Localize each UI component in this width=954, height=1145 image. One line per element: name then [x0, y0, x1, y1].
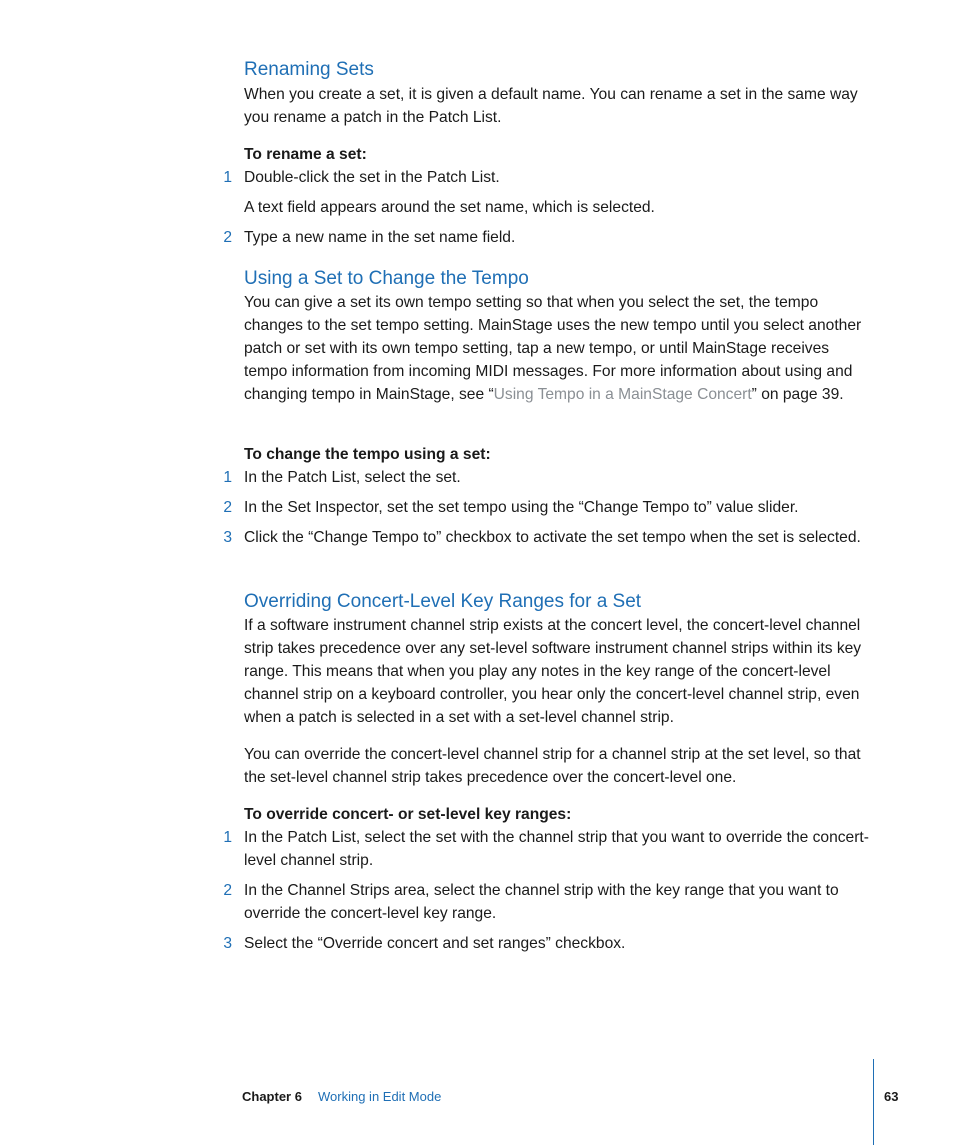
renaming-intro: When you create a set, it is given a default name. You can rename a set in the same way you rename a patch in the Patch List.: [244, 86, 858, 126]
step-text: In the Patch List, select the set.: [244, 469, 461, 486]
step-text: Type a new name in the set name field.: [244, 229, 516, 246]
step-text: In the Set Inspector, set the set tempo using the “Change Tempo to” value slider.: [244, 499, 799, 516]
step-number: 3: [223, 529, 232, 546]
step-text: Double-click the set in the Patch List.: [244, 169, 500, 186]
step-number: 1: [223, 469, 232, 486]
step-text: Select the “Override concert and set ranges” checkbox.: [244, 935, 626, 952]
tempo-intro-page-ref: ” on page 39.: [751, 386, 844, 403]
heading-override-key-ranges: Overriding Concert-Level Key Ranges for a Set: [244, 591, 642, 612]
override-para-1: If a software instrument channel strip exists at the concert level, the concert-level channel strip takes precedence over any set-level software instrument channel strips within its key range. This means that when you play any notes in the key range of the concert-level channel strip on a keyboard controller, you hear only the concert-level channel strip, even when a patch is selected in a set with a set-level channel strip.: [244, 617, 862, 726]
footer-chapter-label: Chapter 6: [242, 1089, 302, 1104]
override-task-label: To override concert- or set-level key ranges:: [244, 806, 572, 823]
step-number: 2: [223, 499, 232, 516]
footer-divider: [873, 1059, 874, 1145]
step-text: In the Patch List, select the set with the channel strip that you want to override the concert-level channel strip.: [244, 829, 869, 869]
step-number: 1: [223, 829, 232, 846]
tempo-task-label: To change the tempo using a set:: [244, 446, 491, 463]
step-number: 2: [223, 882, 232, 899]
footer-chapter-title: Working in Edit Mode: [318, 1089, 442, 1104]
step-number: 1: [223, 169, 232, 186]
tempo-intro: [244, 291, 874, 406]
heading-renaming-sets: Renaming Sets: [244, 59, 374, 80]
step-text: Click the “Change Tempo to” checkbox to activate the set tempo when the set is selected.: [244, 529, 861, 546]
step-text: In the Channel Strips area, select the channel strip with the key range that you want to override the concert-level key range.: [244, 882, 839, 922]
page-number: 63: [884, 1089, 899, 1104]
renaming-task-label: To rename a set:: [244, 146, 367, 163]
tempo-intro-text: You can give a set its own tempo setting so that when you select the set, the tempo changes to the set tempo setting. MainStage uses the new tempo until you select another patch or set with its own tempo setting, tap a new tempo, or until MainStage receives tempo information from incoming MIDI messages. For more information about using and changing tempo in MainStage, see “: [244, 294, 862, 403]
step-number: 2: [223, 229, 232, 246]
step-number: 3: [223, 935, 232, 952]
renaming-step-1-note: A text field appears around the set name, which is selected.: [244, 199, 655, 216]
cross-reference-link[interactable]: Using Tempo in a MainStage Concert: [493, 386, 752, 403]
heading-set-tempo: Using a Set to Change the Tempo: [244, 268, 529, 289]
override-para-2: You can override the concert-level channel strip for a channel strip at the set level, so that the set-level channel strip takes precedence over the concert-level one.: [244, 746, 861, 786]
